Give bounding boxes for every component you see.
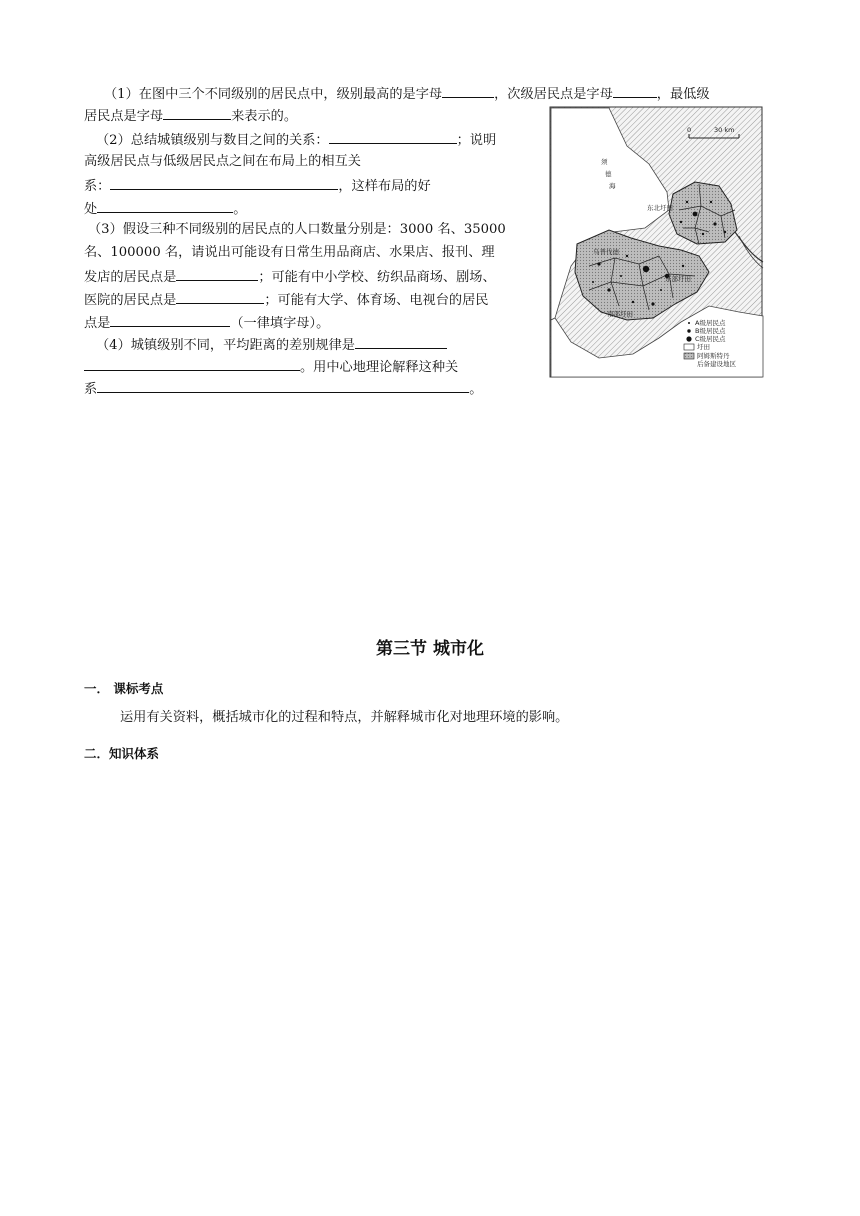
question-2-line-2: 高级居民点与低级居民点之间在布局上的相互关	[84, 154, 361, 169]
answer-blank[interactable]	[442, 84, 494, 98]
question-2-line-4: 处 。	[84, 199, 246, 219]
answer-blank[interactable]	[84, 357, 300, 371]
region-west: 乌普伐德	[593, 248, 619, 256]
answer-blank[interactable]	[110, 313, 230, 327]
section-title: 第三节 城市化	[376, 639, 484, 659]
question-3-line-5: 点是 （一律填字母）。	[84, 313, 329, 333]
scale-zero: 0	[687, 126, 692, 134]
question-4-line-2: 。用中心地理论解释这种关	[84, 357, 458, 377]
question-3-line-3: 发店的居民点是 ；可能有中小学校、纺织品商场、剧场、	[84, 267, 496, 287]
settlement-map-svg	[549, 106, 765, 382]
sea-label-3: 海	[609, 182, 616, 190]
answer-blank[interactable]	[329, 130, 457, 144]
legend-a: A级居民点	[695, 319, 726, 327]
legend-amsterdam: 阿姆斯特丹	[697, 352, 730, 360]
settlement-map	[549, 106, 765, 382]
region-south: 南部圩田	[607, 310, 633, 318]
question-1-line-2: 居民点是字母 来表示的。	[84, 106, 297, 126]
question-4-line-3: 系 。	[84, 379, 482, 399]
curriculum-text: 运用有关资料，概括城市化的过程和特点，并解释城市化对地理环境的影响。	[120, 710, 569, 725]
question-2-line-3: 系： ，这样布局的好	[84, 176, 431, 196]
answer-blank[interactable]	[97, 379, 469, 393]
sea-label-2: 德	[605, 170, 612, 178]
region-east: 东部圩田	[665, 275, 691, 283]
legend-c: C级居民点	[695, 335, 726, 343]
answer-blank[interactable]	[110, 176, 338, 190]
heading-curriculum: 一． 课标考点	[84, 681, 164, 696]
answer-blank[interactable]	[176, 290, 264, 304]
answer-blank[interactable]	[163, 106, 231, 120]
region-northeast: 东北圩田	[647, 204, 673, 212]
question-3-line-1: （3）假设三种不同级别的居民点的人口数量分别是：3000 名、35000	[88, 222, 506, 237]
sea-label-1: 须	[601, 158, 608, 166]
answer-blank[interactable]	[97, 199, 233, 213]
question-3-line-2: 名、100000 名，请说出可能设有日常生用品商店、水果店、报刊、理	[84, 245, 495, 260]
question-4-line-1: （4）城镇级别不同，平均距离的差别规律是	[96, 335, 447, 355]
heading-knowledge-system: 二．知识体系	[84, 746, 160, 761]
scale-km: 30 km	[714, 126, 735, 134]
legend-b: B级居民点	[695, 327, 726, 335]
legend-reserve: 后备建设地区	[697, 360, 736, 368]
question-2-line-1: （2）总结城镇级别与数目之间的关系： ；说明	[96, 130, 496, 150]
answer-blank[interactable]	[355, 335, 447, 349]
question-3-line-4: 医院的居民点是 ；可能有大学、体育场、电视台的居民	[84, 290, 489, 310]
answer-blank[interactable]	[176, 267, 258, 281]
answer-blank[interactable]	[613, 84, 657, 98]
legend-polder: 圩田	[697, 343, 710, 351]
question-1-line-1: （1）在图中三个不同级别的居民点中，级别最高的是字母 ，次级居民点是字母 ，最低级	[104, 84, 710, 104]
